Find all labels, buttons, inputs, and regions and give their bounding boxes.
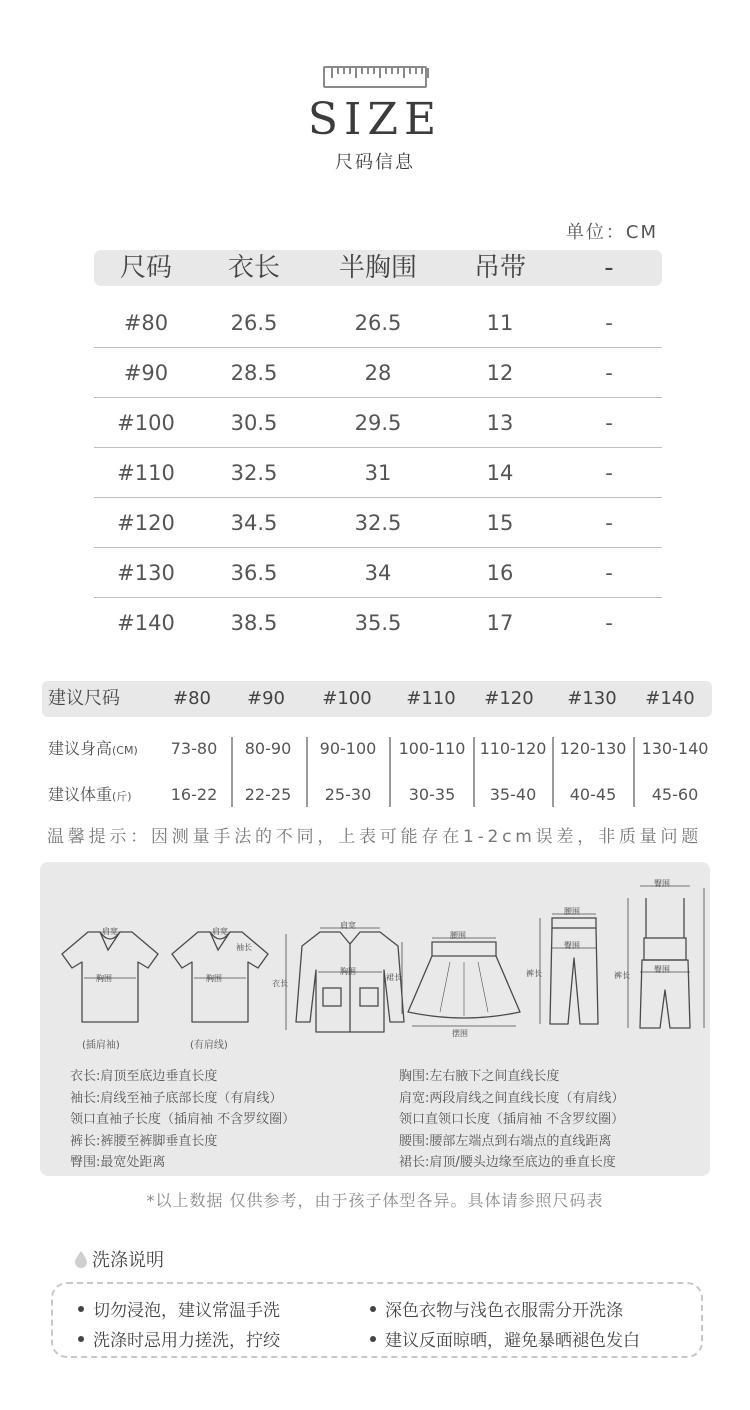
water-drop-icon	[74, 1250, 88, 1268]
diagram-label: 臀围	[654, 879, 670, 888]
height-value: 120-130	[559, 739, 627, 758]
height-value: 110-120	[479, 739, 547, 758]
washing-item: 洗涤时忌用力搓洗，拧绞	[78, 1326, 280, 1351]
table-row	[94, 348, 662, 398]
table-cell: -	[605, 411, 613, 435]
table-cell: #130	[117, 561, 175, 585]
washing-title-text: 洗涤说明	[92, 1250, 164, 1271]
height-label: 建议身高(CM)	[48, 739, 138, 758]
table-cell: 29.5	[354, 411, 402, 435]
table-cell: #120	[117, 511, 175, 535]
weight-value: 25-30	[324, 785, 372, 804]
diagram-label: 臀围	[564, 941, 580, 950]
size-subtitle: 尺码信息	[335, 152, 415, 173]
table-row	[94, 298, 662, 348]
reference-note: *以上数据 仅供参考，由于孩子体型各异。具体请参照尺码表	[146, 1191, 604, 1210]
table-cell: 32.5	[230, 461, 278, 485]
definition-item: 胸围:左右腋下之间直线长度	[399, 1069, 560, 1084]
table-cell: 12	[486, 361, 514, 385]
definition-item: 肩宽:两段肩线之间直线长度（有肩线）	[399, 1090, 625, 1106]
diagram-label: 臀围	[654, 965, 670, 974]
definitions-left	[70, 1066, 295, 1174]
unit-label: 单位：CM	[565, 222, 658, 243]
table-cell: 13	[486, 411, 514, 435]
table-row	[94, 598, 662, 648]
table-cell: 17	[486, 611, 514, 635]
table-cell: 28	[364, 361, 392, 385]
definition-item: 领口直袖子长度（插肩袖 不含罗纹圈）	[70, 1112, 296, 1127]
column-divider	[389, 737, 391, 807]
definition-item: 衣长:肩顶至底边垂直长度	[70, 1069, 218, 1084]
recommend-size: #100	[322, 688, 372, 709]
column-divider	[473, 737, 475, 807]
diagram-label: 胸围	[96, 974, 112, 983]
weight-value: 16-22	[170, 785, 218, 804]
diagram-label: 胸围	[340, 967, 356, 976]
column-header: 吊带	[473, 253, 527, 283]
size-title: SIZE	[307, 94, 443, 145]
washing-item: 建议反面晾晒，避免暴晒褪色发白	[370, 1326, 640, 1351]
table-cell: 34	[364, 561, 392, 585]
recommend-size: #80	[173, 688, 211, 709]
weight-value: 35-40	[489, 785, 537, 804]
washing-item: 切勿浸泡，建议常温手洗	[78, 1296, 280, 1321]
ruler-icon	[323, 66, 427, 88]
table-cell: -	[605, 611, 613, 635]
weight-label: 建议体重(斤)	[48, 785, 132, 804]
diagram-label: 肩宽	[102, 927, 118, 936]
table-cell: #110	[117, 461, 175, 485]
definition-item: 裙长:肩顶/腰头边缘至底边的垂直长度	[399, 1155, 616, 1170]
definition-item: 袖长:肩线至袖子底部长度（有肩线）	[70, 1090, 283, 1106]
table-cell: 38.5	[230, 611, 278, 635]
error-tip: 温馨提示：因测量手法的不同，上表可能存在1-2cm误差，非质量问题	[47, 827, 703, 847]
column-divider	[552, 737, 554, 807]
diagram-label: 肩宽	[212, 927, 228, 936]
diagram-label: 腰围	[450, 931, 466, 940]
column-header: -	[604, 253, 614, 283]
diagram-label: 袖长	[236, 943, 252, 952]
table-cell: #140	[117, 611, 175, 635]
recommend-size: #90	[247, 688, 285, 709]
recommend-weight-row	[42, 780, 712, 810]
table-row	[94, 548, 662, 598]
recommend-header-label: 建议尺码	[48, 688, 120, 709]
diagram-label: 裤长	[526, 969, 542, 978]
weight-value: 30-35	[408, 785, 456, 804]
table-cell: 34.5	[230, 511, 278, 535]
table-cell: -	[605, 511, 613, 535]
recommend-size: #140	[645, 688, 695, 709]
table-cell: 16	[486, 561, 514, 585]
table-row	[94, 448, 662, 498]
weight-value: 40-45	[569, 785, 617, 804]
table-cell: -	[605, 461, 613, 485]
column-header: 衣长	[227, 253, 281, 283]
table-row	[94, 398, 662, 448]
table-cell: 26.5	[354, 311, 402, 335]
diagram-label: 裤长	[614, 971, 630, 980]
height-value: 90-100	[319, 739, 377, 758]
table-cell: 11	[486, 311, 514, 335]
diagram-label: (插肩袖)	[82, 1040, 120, 1051]
overalls-icon	[628, 886, 704, 1028]
height-value: 130-140	[641, 739, 709, 758]
column-divider	[633, 737, 635, 807]
table-cell: 32.5	[354, 511, 402, 535]
table-cell: 30.5	[230, 411, 278, 435]
diagram-label: 裙长	[386, 973, 402, 982]
definition-item: 裤长:裤腰至裤脚垂直长度	[70, 1133, 218, 1149]
recommend-size: #120	[484, 688, 534, 709]
table-cell: 35.5	[354, 611, 402, 635]
table-cell: #90	[123, 361, 169, 385]
skirt-icon	[402, 938, 520, 1026]
diagram-label: 胸围	[206, 974, 222, 983]
weight-value: 45-60	[651, 785, 699, 804]
table-row	[94, 498, 662, 548]
height-value: 73-80	[170, 739, 218, 758]
table-cell: 26.5	[230, 311, 278, 335]
height-value: 100-110	[398, 739, 466, 758]
table-cell: -	[605, 561, 613, 585]
table-cell: 28.5	[230, 361, 278, 385]
column-header: 尺码	[119, 253, 173, 283]
definition-item: 领口直领口长度（插肩袖 不含罗纹圈）	[399, 1112, 625, 1127]
table-cell: 14	[486, 461, 514, 485]
size-table-header	[94, 250, 662, 286]
table-cell: #80	[123, 311, 169, 335]
recommend-header	[42, 681, 712, 717]
column-divider	[306, 737, 308, 807]
diagram-label: 衣长	[272, 979, 288, 988]
washing-item: 深色衣物与浅色衣服需分开洗涤	[370, 1296, 623, 1321]
recommend-size: #110	[406, 688, 456, 709]
diagram-label: 腰围	[564, 907, 580, 916]
pants-icon	[540, 914, 598, 1024]
table-cell: 15	[486, 511, 514, 535]
table-cell: 36.5	[230, 561, 278, 585]
table-cell: -	[605, 311, 613, 335]
definition-item: 臀围:最宽处距离	[70, 1155, 166, 1170]
column-header: 半胸围	[338, 253, 418, 283]
diagram-label: (有肩线)	[190, 1040, 228, 1051]
column-divider	[231, 737, 233, 807]
diagram-label: 肩宽	[340, 921, 356, 930]
washing-title	[74, 1246, 164, 1272]
definitions-right	[399, 1066, 624, 1174]
height-value: 80-90	[244, 739, 292, 758]
weight-value: 22-25	[244, 785, 292, 804]
recommend-size: #130	[567, 688, 617, 709]
definition-item: 腰围:腰部左端点到右端点的直线距离	[399, 1133, 612, 1149]
table-cell: #100	[117, 411, 175, 435]
table-cell: -	[605, 361, 613, 385]
diagram-label: 摆围	[452, 1029, 468, 1038]
recommend-height-row	[42, 734, 712, 764]
table-cell: 31	[364, 461, 392, 485]
